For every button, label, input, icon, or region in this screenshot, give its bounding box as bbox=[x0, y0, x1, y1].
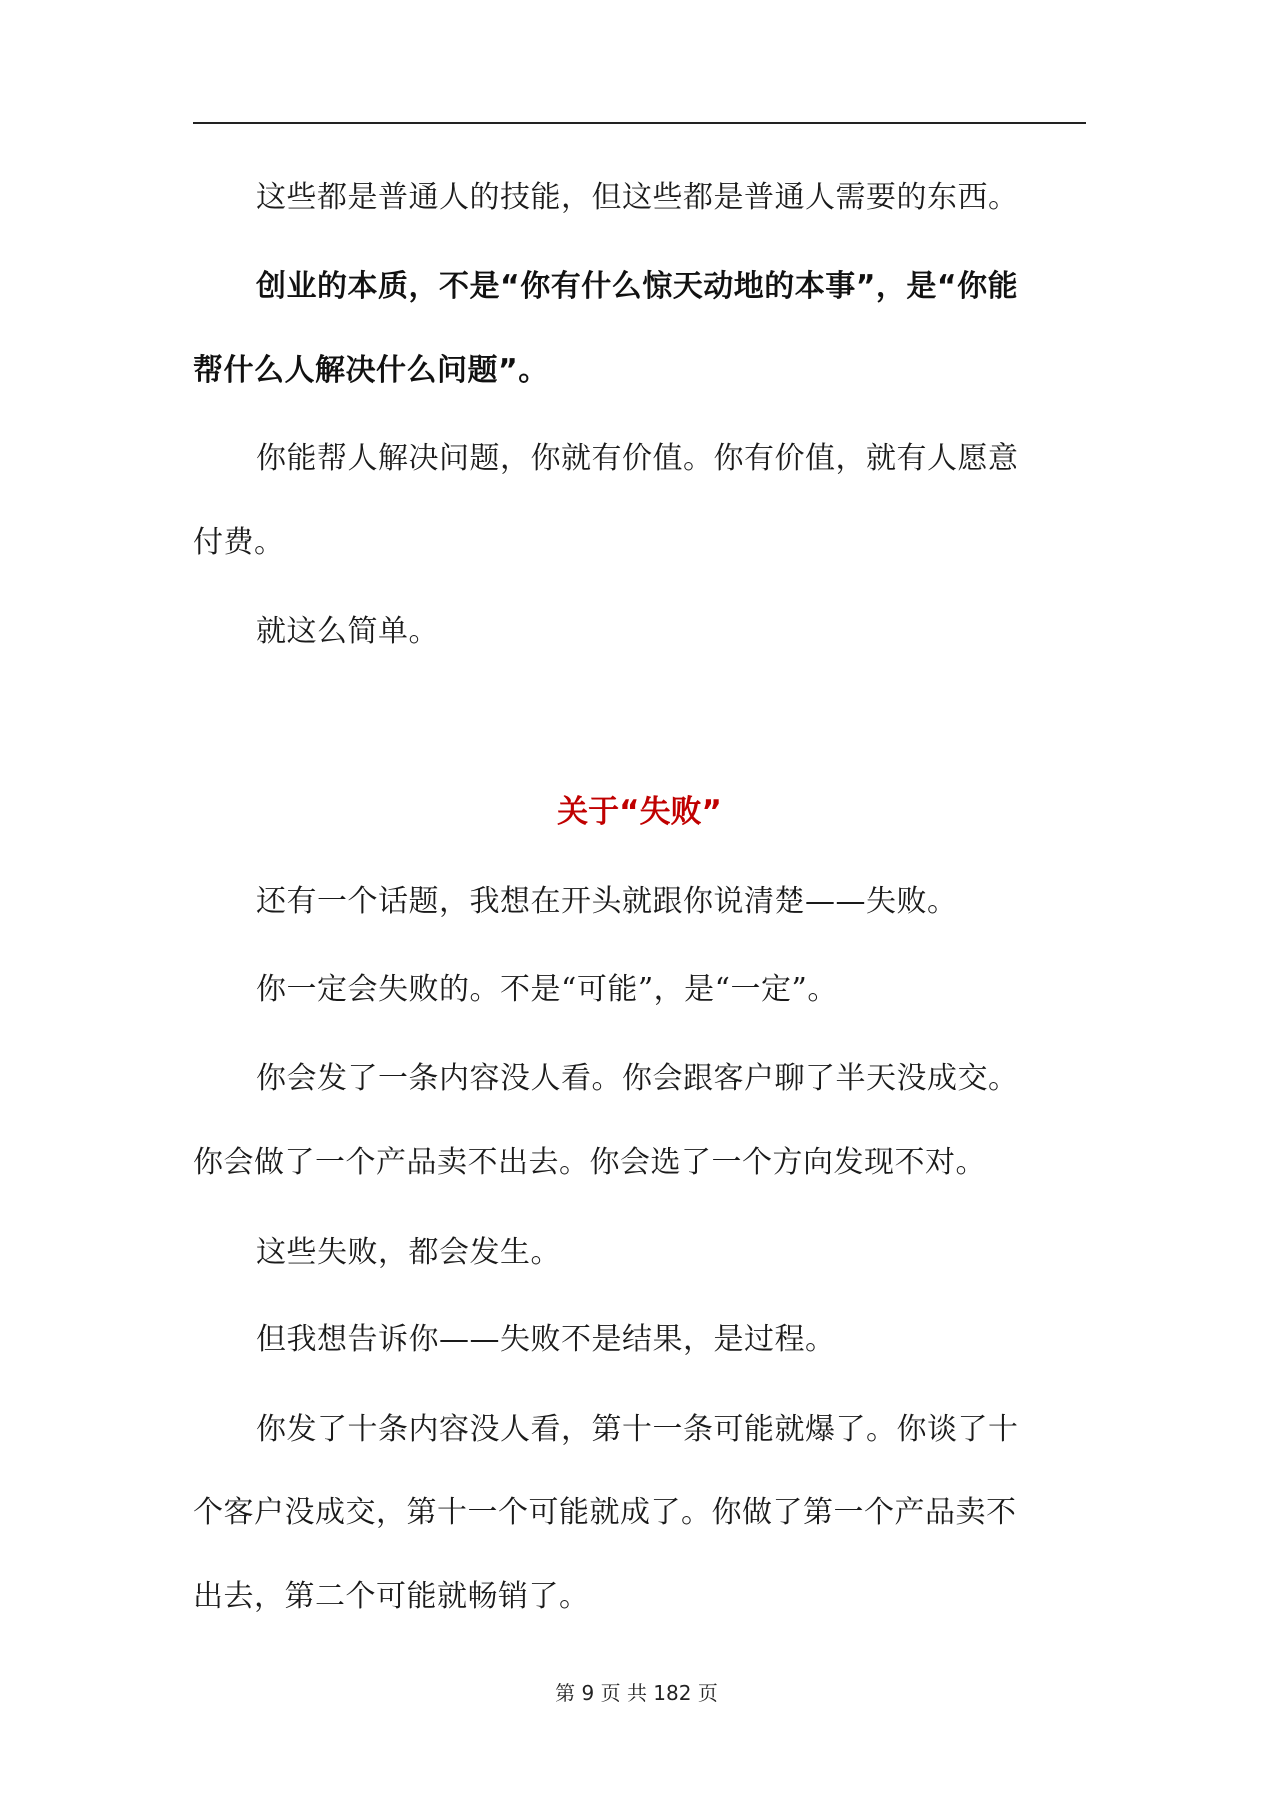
body-paragraph: 你发了十条内容没人看，第十一条可能就爆了。你谈了十 bbox=[256, 1412, 1019, 1447]
body-paragraph-continued: 你会做了一个产品卖不出去。你会选了一个方向发现不对。 bbox=[193, 1145, 986, 1180]
body-paragraph-continued: 个客户没成交，第十一个可能就成了。你做了第一个产品卖不 bbox=[193, 1495, 1017, 1530]
header-rule bbox=[193, 122, 1086, 124]
body-paragraph-continued: 付费。 bbox=[193, 525, 285, 560]
section-heading: 关于“失败” bbox=[557, 794, 722, 830]
page-number-footer: 第 9 页 共 182 页 bbox=[555, 1681, 718, 1705]
body-paragraph: 但我想告诉你——失败不是结果，是过程。 bbox=[256, 1322, 836, 1357]
body-paragraph: 你能帮人解决问题，你就有价值。你有价值，就有人愿意 bbox=[256, 441, 1019, 476]
body-paragraph: 这些都是普通人的技能，但这些都是普通人需要的东西。 bbox=[256, 180, 1019, 215]
body-paragraph: 你一定会失败的。不是“可能”，是“一定”。 bbox=[256, 972, 838, 1007]
body-paragraph-continued: 出去，第二个可能就畅销了。 bbox=[193, 1579, 590, 1614]
body-paragraph: 你会发了一条内容没人看。你会跟客户聊了半天没成交。 bbox=[256, 1061, 1019, 1096]
key-statement-line-1: 创业的本质，不是“你有什么惊天动地的本事”，是“你能 bbox=[256, 269, 1019, 304]
key-statement-line-2: 帮什么人解决什么问题”。 bbox=[193, 353, 549, 388]
body-paragraph: 这些失败，都会发生。 bbox=[256, 1235, 561, 1270]
body-paragraph: 就这么简单。 bbox=[256, 614, 439, 649]
body-paragraph: 还有一个话题，我想在开头就跟你说清楚——失败。 bbox=[256, 884, 958, 919]
